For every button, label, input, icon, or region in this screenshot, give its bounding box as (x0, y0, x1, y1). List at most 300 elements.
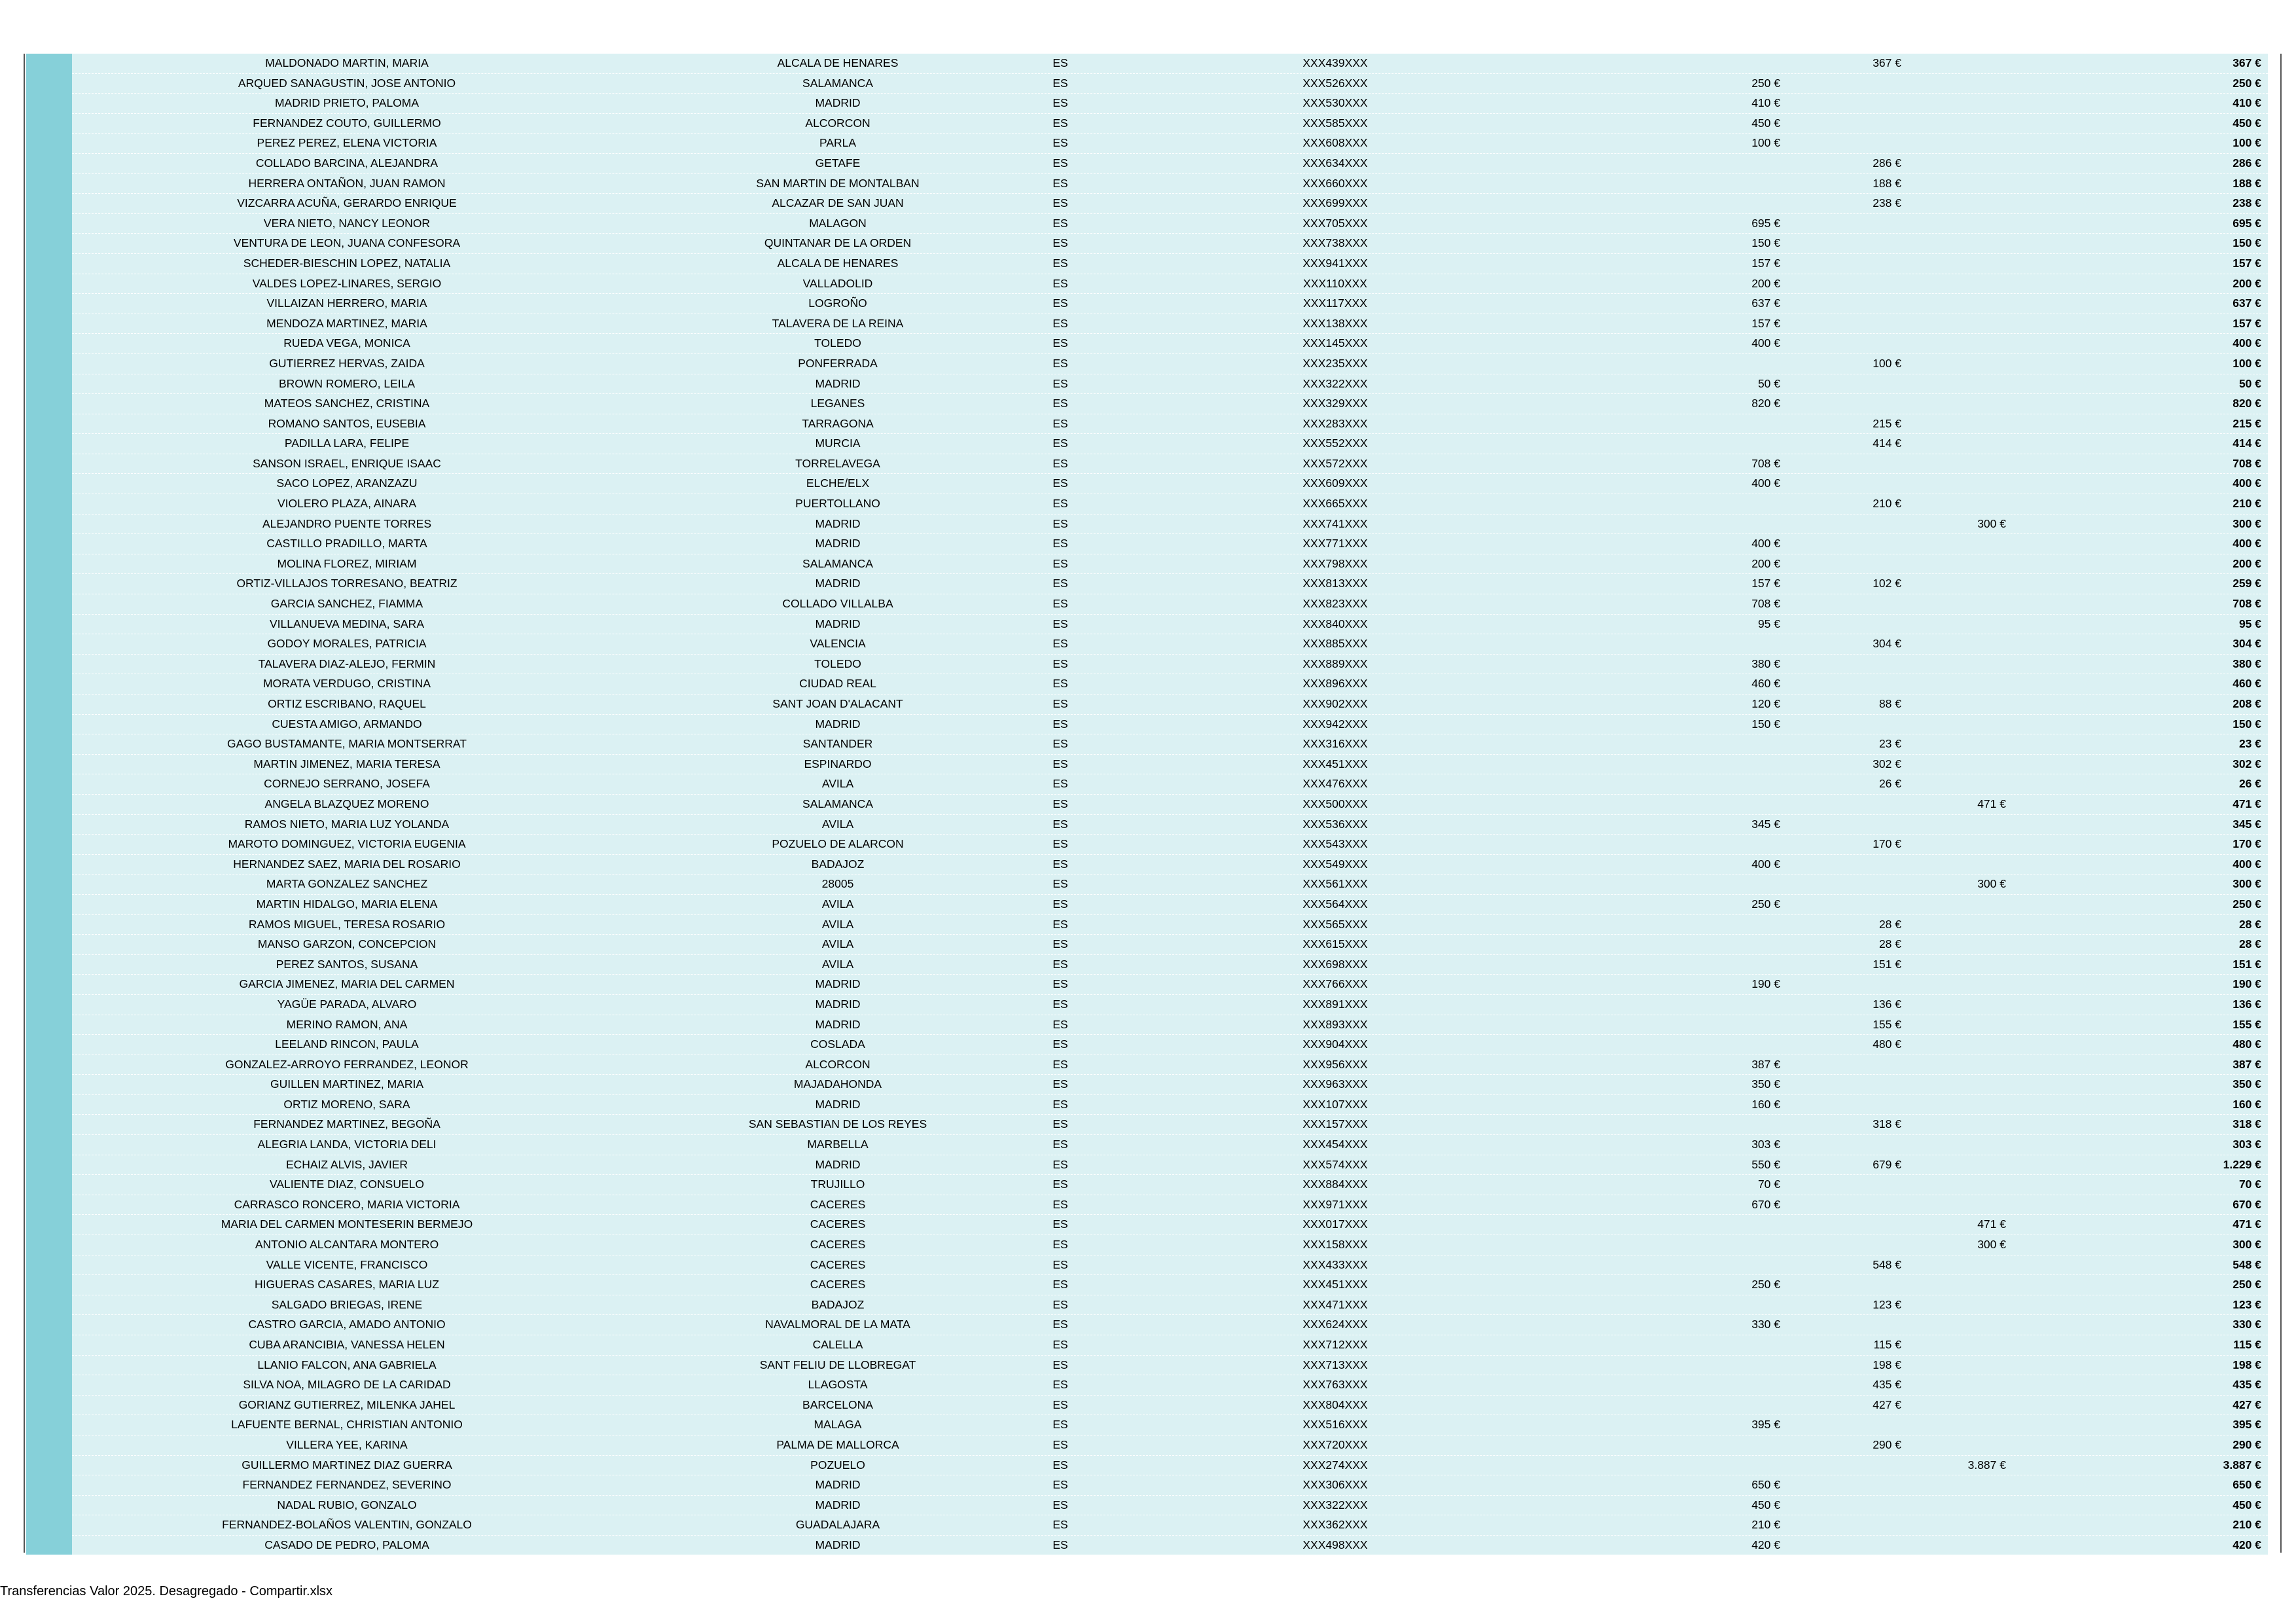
table-row (72, 1356, 2268, 1376)
cell-amount-1: 95 € (1757, 617, 1780, 630)
cell-country: ES (1052, 336, 1068, 350)
cell-name: VILLAIZAN HERRERO, MARIA (266, 297, 427, 310)
cell-city: VALLADOLID (802, 276, 873, 290)
cell-country: ES (1052, 216, 1068, 230)
cell-total: 350 € (2233, 1077, 2261, 1091)
cell-code: XXX665XXX (1302, 497, 1368, 511)
cell-country: ES (1052, 577, 1068, 590)
table-row (72, 374, 2268, 395)
cell-city: ALCORCON (805, 116, 870, 130)
cell-country: ES (1052, 1398, 1068, 1411)
table-row (72, 434, 2268, 454)
cell-name: SANSON ISRAEL, ENRIQUE ISAAC (253, 456, 441, 470)
cell-name: LLANIO FALCON, ANA GABRIELA (257, 1358, 437, 1371)
cell-total: 115 € (2233, 1338, 2261, 1351)
cell-country: ES (1052, 597, 1068, 611)
cell-name: HIGUERAS CASARES, MARIA LUZ (254, 1278, 439, 1291)
cell-total: 95 € (2238, 617, 2261, 630)
cell-amount-1: 160 € (1751, 1097, 1780, 1111)
cell-name: VIOLERO PLAZA, AINARA (277, 497, 417, 511)
cell-city: TARRAGONA (802, 416, 874, 430)
cell-city: SAN SEBASTIAN DE LOS REYES (748, 1117, 927, 1131)
cell-code: XXX516XXX (1302, 1418, 1368, 1432)
table-row (72, 354, 2268, 374)
cell-code: XXX889XXX (1302, 657, 1368, 670)
cell-country: ES (1052, 997, 1068, 1011)
table-row (72, 1155, 2268, 1176)
cell-code: XXX549XXX (1302, 857, 1368, 871)
cell-city: AVILA (821, 817, 854, 831)
cell-city: GUADALAJARA (795, 1518, 880, 1532)
cell-name: VILLERA YEE, KARINA (286, 1437, 408, 1451)
table-row (72, 74, 2268, 94)
cell-code: XXX543XXX (1302, 837, 1368, 851)
cell-name: RAMOS NIETO, MARIA LUZ YOLANDA (244, 817, 450, 831)
cell-amount-2: 188 € (1873, 176, 1901, 190)
cell-total: 670 € (2233, 1197, 2261, 1211)
cell-name: ORTIZ ESCRIBANO, RAQUEL (268, 697, 426, 710)
cell-name: CASTILLO PRADILLO, MARTA (266, 537, 427, 550)
cell-country: ES (1052, 96, 1068, 110)
cell-amount-2: 427 € (1873, 1398, 1901, 1411)
cell-amount-2: 136 € (1873, 997, 1901, 1011)
cell-amount-1: 120 € (1751, 697, 1780, 710)
cell-city: POZUELO (810, 1458, 865, 1471)
table-row (72, 1095, 2268, 1115)
footer-filename: Transferencias Valor 2025. Desagregado - Compartir.xlsx (0, 1584, 333, 1598)
cell-country: ES (1052, 757, 1068, 770)
cell-name: MERINO RAMON, ANA (286, 1017, 408, 1031)
cell-country: ES (1052, 1117, 1068, 1131)
cell-total: 650 € (2233, 1478, 2261, 1492)
cell-total: 28 € (2238, 917, 2261, 931)
cell-city: MADRID (815, 96, 861, 110)
cell-country: ES (1052, 937, 1068, 951)
cell-code: XXX585XXX (1302, 116, 1368, 130)
table-row (72, 1315, 2268, 1335)
cell-name: SALGADO BRIEGAS, IRENE (271, 1297, 423, 1311)
table-row (72, 1055, 2268, 1075)
table-row (72, 334, 2268, 354)
cell-total: 471 € (2233, 1218, 2261, 1231)
table-row (72, 695, 2268, 715)
table-row (72, 474, 2268, 494)
table-row (72, 94, 2268, 114)
cell-country: ES (1052, 116, 1068, 130)
cell-city: AVILA (821, 897, 854, 911)
table-row (72, 1255, 2268, 1276)
cell-city: CIUDAD REAL (799, 677, 876, 691)
table-row (72, 1215, 2268, 1235)
right-border-line (2280, 54, 2282, 1553)
cell-code: XXX451XXX (1302, 757, 1368, 770)
cell-country: ES (1052, 1097, 1068, 1111)
cell-total: 460 € (2233, 677, 2261, 691)
cell-amount-2: 215 € (1873, 416, 1901, 430)
table-row (72, 114, 2268, 134)
cell-amount-3: 3.887 € (1967, 1458, 2006, 1471)
cell-country: ES (1052, 376, 1068, 390)
cell-country: ES (1052, 777, 1068, 791)
cell-code: XXX763XXX (1302, 1378, 1368, 1392)
cell-code: XXX823XXX (1302, 597, 1368, 611)
cell-country: ES (1052, 1138, 1068, 1151)
cell-country: ES (1052, 316, 1068, 330)
cell-total: 435 € (2233, 1378, 2261, 1392)
cell-code: XXX971XXX (1302, 1197, 1368, 1211)
cell-total: 400 € (2233, 537, 2261, 550)
table-row (72, 1295, 2268, 1316)
cell-country: ES (1052, 1318, 1068, 1331)
cell-amount-2: 480 € (1873, 1038, 1901, 1051)
cell-code: XXX433XXX (1302, 1257, 1368, 1271)
cell-amount-1: 70 € (1757, 1178, 1780, 1191)
table-row (72, 554, 2268, 575)
cell-name: VENTURA DE LEON, JUANA CONFESORA (233, 236, 461, 250)
cell-total: 157 € (2233, 316, 2261, 330)
cell-city: MADRID (815, 717, 861, 731)
cell-code: XXX902XXX (1302, 697, 1368, 710)
cell-city: MALAGON (809, 216, 867, 230)
cell-name: GUILLEN MARTINEZ, MARIA (270, 1077, 424, 1091)
cell-total: 471 € (2233, 797, 2261, 810)
cell-amount-1: 303 € (1751, 1138, 1780, 1151)
cell-city: CACERES (810, 1257, 866, 1271)
cell-code: XXX720XXX (1302, 1437, 1368, 1451)
table-row (72, 274, 2268, 295)
cell-amount-1: 190 € (1751, 977, 1780, 991)
left-border-line (24, 54, 25, 1553)
cell-country: ES (1052, 136, 1068, 150)
cell-total: 548 € (2233, 1257, 2261, 1271)
cell-total: 160 € (2233, 1097, 2261, 1111)
cell-country: ES (1052, 556, 1068, 570)
cell-amount-1: 157 € (1751, 256, 1780, 270)
cell-amount-2: 302 € (1873, 757, 1901, 770)
table-row (72, 634, 2268, 655)
cell-total: 100 € (2233, 356, 2261, 370)
cell-amount-1: 450 € (1751, 116, 1780, 130)
cell-code: XXX145XXX (1302, 336, 1368, 350)
cell-country: ES (1052, 1257, 1068, 1271)
cell-code: XXX624XXX (1302, 1318, 1368, 1331)
cell-city: COLLADO VILLALBA (782, 597, 893, 611)
cell-amount-1: 708 € (1751, 456, 1780, 470)
cell-amount-3: 471 € (1977, 797, 2006, 810)
cell-city: CACERES (810, 1218, 866, 1231)
cell-name: SACO LOPEZ, ARANZAZU (276, 477, 418, 490)
cell-country: ES (1052, 437, 1068, 450)
cell-city: COSLADA (810, 1038, 865, 1051)
cell-city: CACERES (810, 1197, 866, 1211)
cell-name: MAROTO DOMINGUEZ, VICTORIA EUGENIA (228, 837, 466, 851)
cell-code: XXX158XXX (1302, 1238, 1368, 1252)
table-row (72, 1435, 2268, 1456)
cell-name: CASTRO GARCIA, AMADO ANTONIO (248, 1318, 446, 1331)
cell-city: MADRID (815, 1157, 861, 1171)
cell-code: XXX454XXX (1302, 1138, 1368, 1151)
cell-country: ES (1052, 1157, 1068, 1171)
row-header-strip (26, 54, 72, 1555)
cell-city: AVILA (821, 777, 854, 791)
cell-city: LEGANES (810, 397, 865, 410)
cell-name: ANGELA BLAZQUEZ MORENO (264, 797, 429, 810)
cell-country: ES (1052, 76, 1068, 90)
cell-country: ES (1052, 297, 1068, 310)
table-row (72, 815, 2268, 835)
cell-city: MADRID (815, 376, 861, 390)
cell-amount-2: 414 € (1873, 437, 1901, 450)
cell-code: XXX471XXX (1302, 1297, 1368, 1311)
cell-code: XXX893XXX (1302, 1017, 1368, 1031)
cell-country: ES (1052, 797, 1068, 810)
cell-name: ALEGRIA LANDA, VICTORIA DELI (257, 1138, 437, 1151)
cell-amount-3: 471 € (1977, 1218, 2006, 1231)
cell-country: ES (1052, 1498, 1068, 1511)
cell-city: BADAJOZ (811, 1297, 865, 1311)
cell-city: TOLEDO (814, 657, 861, 670)
cell-country: ES (1052, 717, 1068, 731)
cell-name: GORIANZ GUTIERREZ, MILENKA JAHEL (238, 1398, 456, 1411)
cell-name: VALDES LOPEZ-LINARES, SERGIO (252, 276, 442, 290)
cell-total: 637 € (2233, 297, 2261, 310)
cell-total: 123 € (2233, 1297, 2261, 1311)
cell-city: LOGROÑO (808, 297, 867, 310)
cell-name: FERNANDEZ MARTINEZ, BEGOÑA (253, 1117, 440, 1131)
cell-city: MADRID (815, 1097, 861, 1111)
cell-name: RUEDA VEGA, MONICA (283, 336, 410, 350)
cell-name: CASADO DE PEDRO, PALOMA (264, 1538, 429, 1551)
table-row (72, 1515, 2268, 1536)
cell-name: SCHEDER-BIESCHIN LOPEZ, NATALIA (243, 256, 451, 270)
table-row (72, 214, 2268, 234)
cell-amount-1: 330 € (1751, 1318, 1780, 1331)
table-row (72, 1195, 2268, 1216)
cell-total: 708 € (2233, 597, 2261, 611)
cell-name: TALAVERA DIAZ-ALEJO, FERMIN (258, 657, 436, 670)
cell-country: ES (1052, 1178, 1068, 1191)
cell-country: ES (1052, 1077, 1068, 1091)
cell-city: PALMA DE MALLORCA (776, 1437, 899, 1451)
cell-country: ES (1052, 56, 1068, 69)
cell-city: MADRID (815, 577, 861, 590)
cell-code: XXX741XXX (1302, 516, 1368, 530)
table-row (72, 1456, 2268, 1476)
cell-name: MARTIN HIDALGO, MARIA ELENA (256, 897, 438, 911)
table-row (72, 835, 2268, 855)
cell-code: XXX017XXX (1302, 1218, 1368, 1231)
cell-country: ES (1052, 1418, 1068, 1432)
cell-name: PEREZ SANTOS, SUSANA (276, 957, 418, 971)
cell-city: QUINTANAR DE LA ORDEN (764, 236, 912, 250)
cell-total: 259 € (2233, 577, 2261, 590)
cell-amount-1: 210 € (1751, 1518, 1780, 1532)
cell-amount-2: 115 € (1873, 1338, 1901, 1351)
cell-total: 198 € (2233, 1358, 2261, 1371)
cell-amount-1: 695 € (1751, 216, 1780, 230)
cell-name: ORTIZ-VILLAJOS TORRESANO, BEATRIZ (236, 577, 457, 590)
cell-total: 250 € (2233, 897, 2261, 911)
cell-code: XXX699XXX (1302, 196, 1368, 210)
table-row (72, 1375, 2268, 1396)
cell-total: 820 € (2233, 397, 2261, 410)
cell-code: XXX660XXX (1302, 176, 1368, 190)
cell-code: XXX891XXX (1302, 997, 1368, 1011)
cell-code: XXX885XXX (1302, 637, 1368, 651)
cell-name: COLLADO BARCINA, ALEJANDRA (255, 156, 439, 170)
table-row (72, 1235, 2268, 1255)
cell-code: XXX526XXX (1302, 76, 1368, 90)
table-row (72, 254, 2268, 274)
cell-code: XXX283XXX (1302, 416, 1368, 430)
cell-code: XXX942XXX (1302, 717, 1368, 731)
cell-amount-1: 157 € (1751, 577, 1780, 590)
cell-total: 1.229 € (2223, 1157, 2261, 1171)
cell-city: MADRID (815, 1498, 861, 1511)
cell-total: 380 € (2233, 657, 2261, 670)
cell-name: VERA NIETO, NANCY LEONOR (263, 216, 431, 230)
table-row (72, 895, 2268, 915)
cell-city: MADRID (815, 1478, 861, 1492)
cell-code: XXX712XXX (1302, 1338, 1368, 1351)
cell-code: XXX451XXX (1302, 1278, 1368, 1291)
cell-amount-2: 435 € (1873, 1378, 1901, 1392)
cell-total: 450 € (2233, 116, 2261, 130)
cell-amount-1: 670 € (1751, 1197, 1780, 1211)
cell-name: LAFUENTE BERNAL, CHRISTIAN ANTONIO (231, 1418, 463, 1432)
cell-amount-1: 708 € (1751, 597, 1780, 611)
cell-country: ES (1052, 657, 1068, 670)
cell-total: 400 € (2233, 477, 2261, 490)
cell-city: CACERES (810, 1238, 866, 1252)
cell-name: YAGÜE PARADA, ALVARO (277, 997, 417, 1011)
cell-city: MURCIA (815, 437, 861, 450)
cell-amount-1: 250 € (1751, 897, 1780, 911)
cell-city: SANTANDER (802, 737, 873, 751)
cell-city: LLAGOSTA (808, 1378, 868, 1392)
cell-amount-1: 400 € (1751, 336, 1780, 350)
cell-amount-2: 679 € (1873, 1157, 1901, 1171)
cell-code: XXX362XXX (1302, 1518, 1368, 1532)
cell-country: ES (1052, 917, 1068, 931)
cell-total: 3.887 € (2223, 1458, 2261, 1471)
table-row (72, 1536, 2268, 1556)
cell-code: XXX840XXX (1302, 617, 1368, 630)
cell-name: VALLE VICENTE, FRANCISCO (266, 1257, 428, 1271)
cell-total: 303 € (2233, 1138, 2261, 1151)
cell-amount-2: 367 € (1873, 56, 1901, 69)
cell-amount-1: 820 € (1751, 397, 1780, 410)
table-row (72, 935, 2268, 955)
cell-name: CARRASCO RONCERO, MARIA VICTORIA (234, 1197, 460, 1211)
cell-country: ES (1052, 1218, 1068, 1231)
cell-name: GUILLERMO MARTINEZ DIAZ GUERRA (242, 1458, 452, 1471)
cell-total: 300 € (2233, 1238, 2261, 1252)
cell-city: PONFERRADA (798, 356, 878, 370)
cell-country: ES (1052, 1278, 1068, 1291)
table-row (72, 1135, 2268, 1155)
cell-country: ES (1052, 897, 1068, 911)
cell-amount-1: 650 € (1751, 1478, 1780, 1492)
cell-total: 345 € (2233, 817, 2261, 831)
cell-code: XXX813XXX (1302, 577, 1368, 590)
table-row (72, 134, 2268, 154)
cell-amount-1: 150 € (1751, 717, 1780, 731)
cell-amount-2: 304 € (1873, 637, 1901, 651)
cell-total: 136 € (2233, 997, 2261, 1011)
table-row (72, 454, 2268, 475)
table-row (72, 734, 2268, 755)
table-row (72, 1275, 2268, 1295)
cell-code: XXX536XXX (1302, 817, 1368, 831)
cell-total: 250 € (2233, 1278, 2261, 1291)
cell-name: MANSO GARZON, CONCEPCION (257, 937, 437, 951)
cell-amount-2: 26 € (1878, 777, 1901, 791)
cell-country: ES (1052, 617, 1068, 630)
cell-city: ALCAZAR DE SAN JUAN (772, 196, 904, 210)
cell-code: XXX698XXX (1302, 957, 1368, 971)
cell-total: 151 € (2233, 957, 2261, 971)
data-table (72, 54, 2268, 1556)
cell-city: BADAJOZ (811, 857, 865, 871)
cell-code: XXX316XXX (1302, 737, 1368, 751)
cell-country: ES (1052, 397, 1068, 410)
cell-code: XXX766XXX (1302, 977, 1368, 991)
cell-country: ES (1052, 196, 1068, 210)
cell-name: ORTIZ MORENO, SARA (283, 1097, 410, 1111)
cell-country: ES (1052, 817, 1068, 831)
cell-country: ES (1052, 477, 1068, 490)
cell-total: 208 € (2233, 697, 2261, 710)
cell-name: HERRERA ONTAÑON, JUAN RAMON (248, 176, 446, 190)
cell-city: CALELLA (812, 1338, 863, 1351)
cell-city: ALCORCON (805, 1057, 870, 1071)
table-row (72, 1015, 2268, 1036)
cell-amount-1: 395 € (1751, 1418, 1780, 1432)
cell-amount-2: 102 € (1873, 577, 1901, 590)
table-row (72, 955, 2268, 975)
cell-city: TORRELAVEGA (795, 456, 880, 470)
cell-code: XXX329XXX (1302, 397, 1368, 410)
cell-code: XXX439XXX (1302, 56, 1368, 69)
cell-city: MADRID (815, 977, 861, 991)
table-row (72, 294, 2268, 314)
cell-code: XXX941XXX (1302, 256, 1368, 270)
cell-code: XXX322XXX (1302, 376, 1368, 390)
cell-amount-1: 400 € (1751, 537, 1780, 550)
cell-name: GARCIA JIMENEZ, MARIA DEL CARMEN (239, 977, 455, 991)
cell-name: MENDOZA MARTINEZ, MARIA (266, 316, 427, 330)
cell-city: ALCALA DE HENARES (777, 56, 899, 69)
cell-total: 150 € (2233, 236, 2261, 250)
cell-country: ES (1052, 276, 1068, 290)
table-row (72, 494, 2268, 514)
table-row (72, 1475, 2268, 1496)
cell-country: ES (1052, 837, 1068, 851)
cell-total: 400 € (2233, 857, 2261, 871)
table-row (72, 514, 2268, 535)
cell-code: XXX963XXX (1302, 1077, 1368, 1091)
cell-city: SALAMANCA (802, 797, 873, 810)
table-row (72, 795, 2268, 815)
cell-city: MADRID (815, 516, 861, 530)
table-row (72, 1496, 2268, 1516)
cell-amount-3: 300 € (1977, 516, 2006, 530)
cell-code: XXX804XXX (1302, 1398, 1368, 1411)
cell-country: ES (1052, 737, 1068, 751)
cell-amount-1: 350 € (1751, 1077, 1780, 1091)
cell-country: ES (1052, 497, 1068, 511)
